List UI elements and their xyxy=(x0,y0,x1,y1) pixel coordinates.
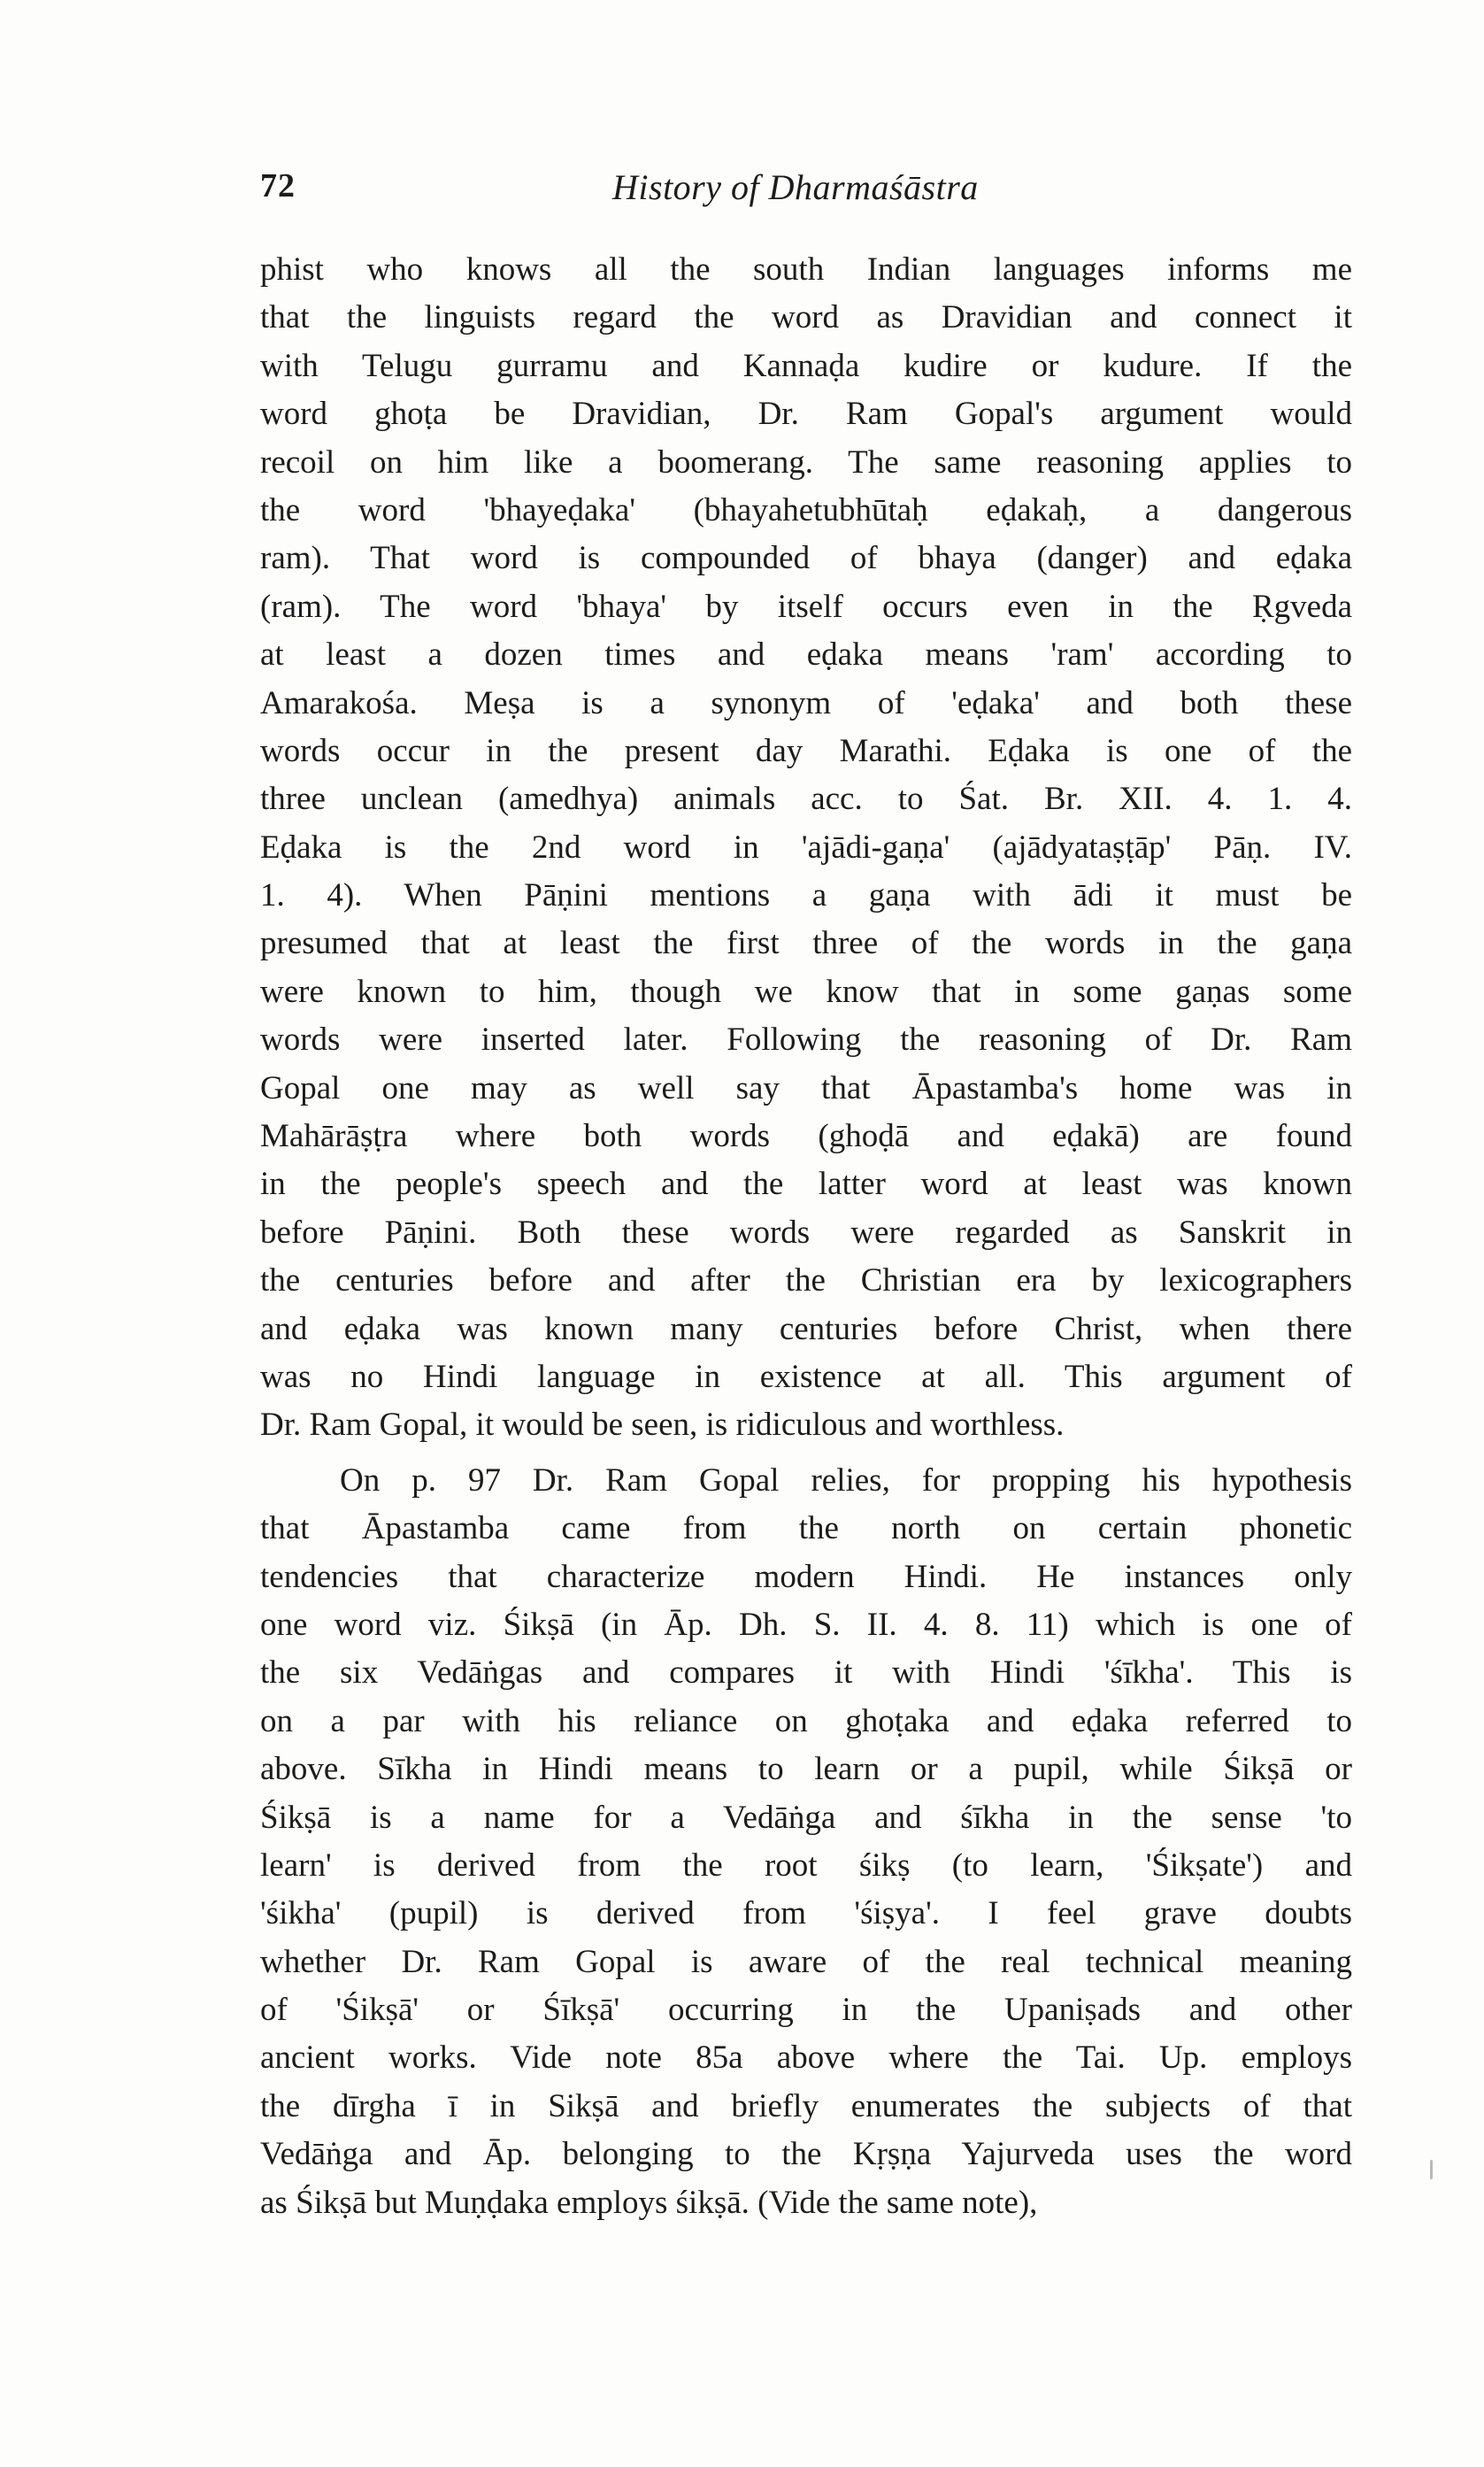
text-line: of 'Śikṣā' or Śīkṣā' occurring in the Upaniṣads and other xyxy=(260,1992,1352,2029)
running-title: History of Dharmaśāstra xyxy=(612,167,979,207)
text-line: 1. 4). When Pāṇini mentions a gaṇa with ādi it must be xyxy=(260,877,1352,914)
text-line: the dīrgha ī in Sikṣā and briefly enumerates the subjects of that xyxy=(260,2087,1352,2124)
text-body xyxy=(260,246,1352,2227)
text-line: presumed that at least the first three of the words in the gaṇa xyxy=(260,925,1352,962)
text-line: ram). That word is compounded of bhaya (danger) and eḍaka xyxy=(260,540,1352,577)
text-line: words occur in the present day Marathi. Eḍaka is one of the xyxy=(260,732,1352,769)
text-line: the word 'bhayeḍaka' (bhayahetubhūtaḥ eḍakaḥ, a dangerous xyxy=(260,491,1352,528)
text-line: as Śikṣā but Muṇḍaka employs śikṣā. (Vide the same note), xyxy=(260,2184,1038,2221)
text-line: Gopal one may as well say that Āpastamba's home was in xyxy=(260,1069,1352,1106)
text-line: one word viz. Śikṣā (in Āp. Dh. S. II. 4. 8. 11) which is one of xyxy=(260,1606,1352,1643)
text-line: was no Hindi language in existence at all. This argument of xyxy=(260,1358,1352,1395)
text-line: Dr. Ram Gopal, it would be seen, is ridiculous and worthless. xyxy=(260,1407,1065,1444)
text-line: and eḍaka was known many centuries before Christ, when there xyxy=(260,1310,1352,1347)
text-line: the six Vedāṅgas and compares it with Hindi 'śīkha'. This is xyxy=(260,1654,1352,1692)
text-line: before Pāṇini. Both these words were regarded as Sanskrit in xyxy=(260,1214,1352,1251)
text-line: Mahārāṣṭra where both words (ghoḍā and eḍakā) are found xyxy=(260,1118,1352,1155)
text-line: whether Dr. Ram Gopal is aware of the real technical meaning xyxy=(260,1943,1352,1980)
text-line: Śikṣā is a name for a Vedāṅga and śīkha in the sense 'to xyxy=(260,1799,1352,1836)
text-line: were known to him, though we know that in some gaṇas some xyxy=(260,973,1352,1010)
text-line: word ghoṭa be Dravidian, Dr. Ram Gopal's argument would xyxy=(260,396,1352,433)
text-line: recoil on him like a boomerang. The same reasoning applies to xyxy=(260,443,1352,481)
text-line: (ram). The word 'bhaya' by itself occurs even in the Ṛgveda xyxy=(260,588,1352,625)
paragraph-2 xyxy=(260,1457,1352,2227)
paper-blemish xyxy=(1430,2160,1433,2179)
text-line: ancient works. Vide note 85a above where the Tai. Up. employs xyxy=(260,2039,1352,2077)
text-line: tendencies that characterize modern Hindi. He instances only xyxy=(260,1558,1352,1595)
text-line: at least a dozen times and eḍaka means 'ram' according to xyxy=(260,636,1352,674)
text-line: in the people's speech and the latter word at least was known xyxy=(260,1166,1352,1203)
page-number: 72 xyxy=(260,167,296,204)
text-line: the centuries before and after the Christian era by lexicographers xyxy=(260,1262,1352,1299)
text-line: on a par with his reliance on ghoṭaka and eḍaka referred to xyxy=(260,1702,1352,1739)
text-line: words were inserted later. Following the reasoning of Dr. Ram xyxy=(260,1021,1352,1059)
text-line: above. Sīkha in Hindi means to learn or a pupil, while Śikṣā or xyxy=(260,1751,1352,1788)
page-header xyxy=(260,166,1349,220)
paragraph-1 xyxy=(260,246,1352,1450)
text-line: Eḍaka is the 2nd word in 'ajādi-gaṇa' (ajādyataṣṭāp' Pāṇ. IV. xyxy=(260,829,1352,866)
text-line: that the linguists regard the word as Dravidian and connect it xyxy=(260,299,1352,336)
text-line: that Āpastamba came from the north on certain phonetic xyxy=(260,1510,1352,1547)
text-line: Amarakośa. Meṣa is a synonym of 'eḍaka' and both these xyxy=(260,684,1352,721)
text-line: 'śikha' (pupil) is derived from 'śiṣya'. I feel grave doubts xyxy=(260,1895,1352,1932)
text-line: Vedāṅga and Āp. belonging to the Kṛṣṇa Yajurveda uses the word xyxy=(260,2136,1352,2173)
text-line: with Telugu gurramu and Kannaḍa kudire or kudure. If the xyxy=(260,347,1352,384)
text-line: On p. 97 Dr. Ram Gopal relies, for propping his hypothesis xyxy=(340,1461,1352,1499)
text-line: phist who knows all the south Indian languages informs me xyxy=(260,251,1352,288)
text-line: learn' is derived from the root śikṣ (to learn, 'Śikṣate') and xyxy=(260,1846,1352,1884)
text-line: three unclean (amedhya) animals acc. to Śat. Br. XII. 4. 1. 4. xyxy=(260,781,1352,818)
